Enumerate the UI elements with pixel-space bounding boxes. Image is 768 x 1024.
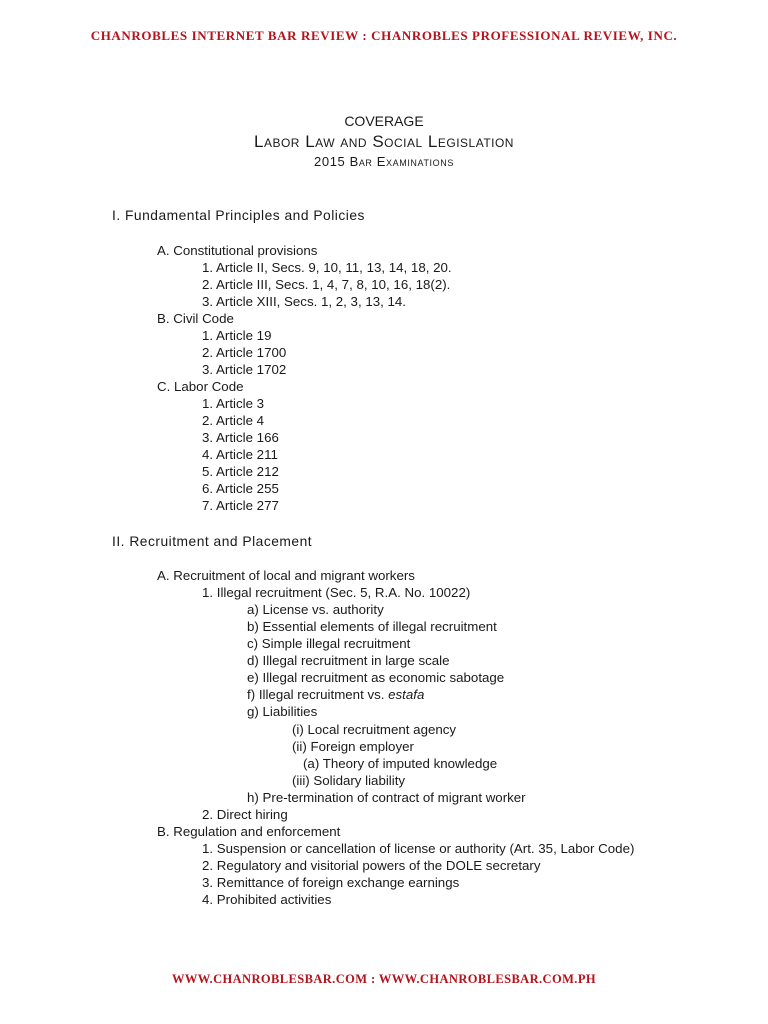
outline-item: 6. Article 255 bbox=[202, 481, 279, 496]
outline-subitem bbox=[247, 686, 424, 703]
outline-item: 3. Article 1702 bbox=[202, 362, 287, 377]
outline-subitem: b) Essential elements of illegal recruitment bbox=[247, 619, 497, 634]
outline-subitem: a) License vs. authority bbox=[247, 602, 384, 617]
outline-item: 2. Article III, Secs. 1, 4, 7, 8, 10, 16, 18(2). bbox=[202, 277, 451, 292]
outline-item: 1. Illegal recruitment (Sec. 5, R.A. No. 10022) bbox=[202, 585, 471, 600]
subsection-heading: B. Regulation and enforcement bbox=[157, 824, 341, 839]
coverage-label: COVERAGE bbox=[344, 113, 424, 129]
outline-item: 2. Direct hiring bbox=[202, 807, 288, 822]
outline-subitem: h) Pre-termination of contract of migrant worker bbox=[247, 790, 526, 805]
document-subtitle: 2015 Bar Examinations bbox=[314, 154, 454, 169]
subsection-heading: A. Constitutional provisions bbox=[157, 243, 318, 258]
document-title: Labor Law and Social Legislation bbox=[254, 132, 514, 151]
outline-subsubitem: (a) Theory of imputed knowledge bbox=[303, 756, 498, 771]
outline-item: 1. Article II, Secs. 9, 10, 11, 13, 14, 18, 20. bbox=[202, 260, 452, 275]
outline-item: 3. Remittance of foreign exchange earnings bbox=[202, 875, 460, 890]
outline-subitem: g) Liabilities bbox=[247, 704, 318, 719]
outline-item: 4. Prohibited activities bbox=[202, 892, 332, 907]
outline-subitem: c) Simple illegal recruitment bbox=[247, 636, 411, 651]
outline-item: 7. Article 277 bbox=[202, 498, 279, 513]
outline-item: 1. Article 19 bbox=[202, 328, 272, 343]
outline-item: 5. Article 212 bbox=[202, 464, 279, 479]
page-footer: WWW.CHANROBLESBAR.COM : WWW.CHANROBLESBAR.COM.PH bbox=[172, 972, 596, 986]
outline-subitem: e) Illegal recruitment as economic sabotage bbox=[247, 670, 505, 685]
outline-item: 2. Regulatory and visitorial powers of the DOLE secretary bbox=[202, 858, 541, 873]
subsection-heading: A. Recruitment of local and migrant workers bbox=[157, 568, 415, 583]
section-heading: I. Fundamental Principles and Policies bbox=[112, 208, 365, 223]
outline-item: 2. Article 4 bbox=[202, 413, 265, 428]
page-header: CHANROBLES INTERNET BAR REVIEW : CHANROBLES PROFESSIONAL REVIEW, INC. bbox=[90, 28, 678, 43]
outline-item: 3. Article XIII, Secs. 1, 2, 3, 13, 14. bbox=[202, 294, 406, 309]
italic-term: estafa bbox=[388, 687, 425, 702]
outline-subsubitem: (ii) Foreign employer bbox=[292, 739, 414, 754]
outline-subitem: d) Illegal recruitment in large scale bbox=[247, 653, 450, 668]
subsection-heading: B. Civil Code bbox=[157, 311, 234, 326]
subsection-heading: C. Labor Code bbox=[157, 379, 244, 394]
outline-item: 1. Suspension or cancellation of license or authority (Art. 35, Labor Code) bbox=[202, 841, 635, 856]
section-heading: II. Recruitment and Placement bbox=[112, 534, 313, 549]
outline-item: 2. Article 1700 bbox=[202, 345, 287, 360]
outline-item: 4. Article 211 bbox=[202, 447, 278, 462]
outline-item: 3. Article 166 bbox=[202, 430, 279, 445]
outline-item: 1. Article 3 bbox=[202, 396, 265, 411]
outline-subsubitem: (iii) Solidary liability bbox=[292, 773, 406, 788]
subitem-text: f) Illegal recruitment vs. bbox=[247, 687, 389, 702]
outline-subsubitem: (i) Local recruitment agency bbox=[292, 722, 457, 737]
